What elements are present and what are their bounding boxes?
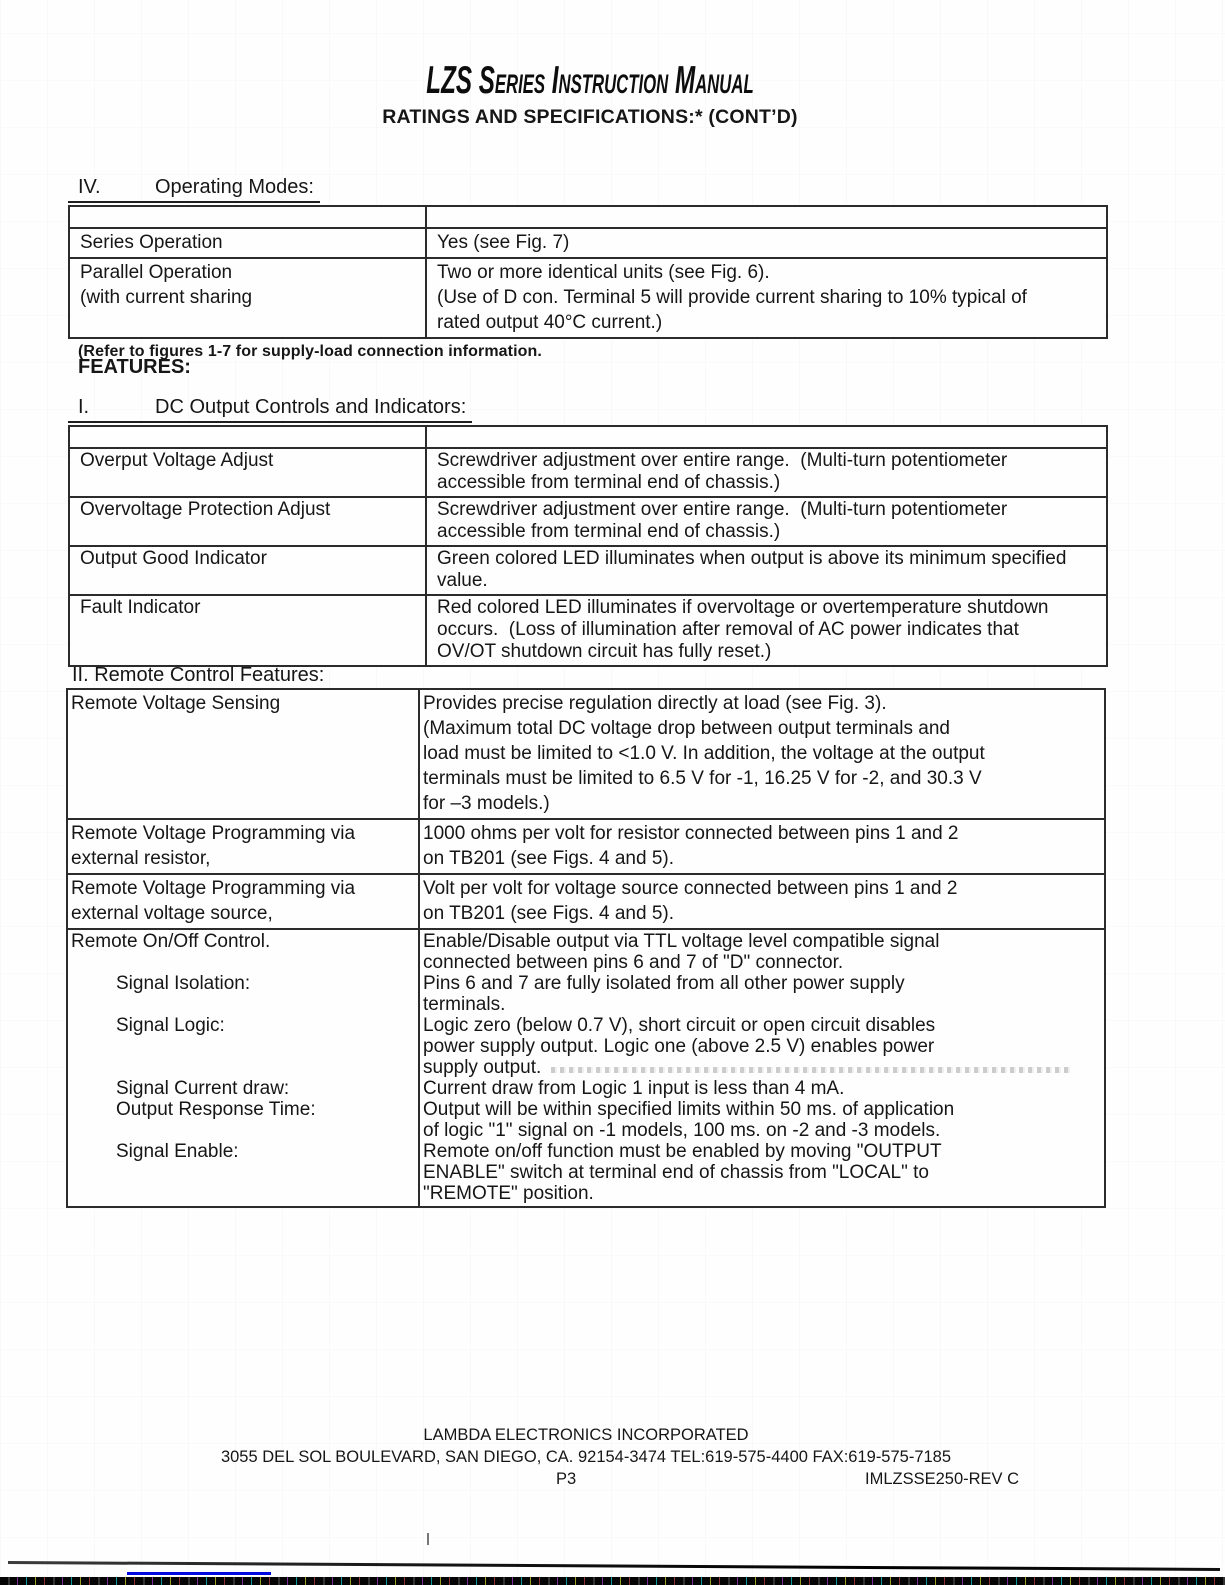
document-code: IMLZSSE250-REV C — [865, 1470, 1020, 1488]
section-dc-output — [68, 396, 1108, 667]
section-number: I. — [78, 396, 90, 418]
footer-address: 3055 DEL SOL BOULEVARD, SAN DIEGO, CA. 92154-3474 TEL:619-575-4400 FAX:619-575-7185 — [220, 1448, 952, 1466]
table-row — [69, 546, 1107, 595]
cell-text: Signal Isolation: — [116, 973, 251, 994]
cell-text: supply output. — [423, 1057, 1100, 1078]
scan-artifact-bottom-strip — [0, 1577, 1225, 1585]
cell-text: occurs. (Loss of illumination after removal of AC power indicates that — [437, 619, 1019, 640]
cell-text: Provides precise regulation directly at load (see Fig. 3). — [423, 693, 887, 714]
page-number: P3 — [556, 1470, 577, 1488]
row-value-cell — [419, 819, 1105, 874]
cell-text: for –3 models.) — [423, 793, 550, 814]
cell-text: Output Response Time: — [116, 1099, 316, 1120]
row-label-cell — [67, 689, 419, 819]
row-value-cell — [419, 929, 1105, 1207]
cell-text: Remote Voltage Programming via — [71, 823, 356, 844]
row-value-cell — [426, 497, 1107, 546]
row-label-cell — [67, 929, 419, 1207]
footer-line — [0, 1468, 1172, 1490]
cell-text: (Use of D con. Terminal 5 will provide current sharing to 10% typical of — [437, 287, 1027, 308]
header-cell-empty — [69, 426, 426, 448]
row-label-cell — [69, 497, 426, 546]
cell-text: Remote Voltage Programming via — [71, 878, 356, 899]
table-row — [69, 497, 1107, 546]
cell-text: Signal Logic: — [116, 1015, 225, 1036]
section-heading-remote-control: II. Remote Control Features: — [72, 664, 325, 686]
section-heading-operating-modes — [68, 176, 320, 203]
cell-text: of logic "1" signal on -1 models, 100 ms. on -2 and -3 models. — [423, 1120, 941, 1141]
cell-text: value. — [437, 570, 488, 591]
cell-text: OV/OT shutdown circuit has fully reset.) — [437, 641, 772, 662]
cell-text: connected between pins 6 and 7 of "D" connector. — [423, 952, 844, 973]
row-label-cell — [69, 448, 426, 497]
dc-output-table — [68, 425, 1108, 667]
cell-text — [71, 1120, 414, 1141]
page-footer — [0, 1424, 1172, 1490]
row-label-cell — [69, 258, 426, 338]
cell-text: Two or more identical units (see Fig. 6). — [437, 262, 770, 283]
row-value-cell — [426, 228, 1107, 258]
document-header — [0, 60, 1180, 129]
cell-text: Signal Current draw: — [116, 1078, 290, 1099]
cell-text: Series Operation — [80, 232, 223, 253]
cell-text: Signal Enable: — [116, 1141, 239, 1162]
row-value-cell — [426, 595, 1107, 666]
cell-text: Enable/Disable output via TTL voltage level compatible signal — [423, 931, 940, 952]
header-cell-empty — [426, 206, 1107, 228]
row-value-cell — [419, 874, 1105, 929]
cell-text: external voltage source, — [71, 903, 273, 924]
cell-text: terminals must be limited to 6.5 V for -1, 16.25 V for -2, and 30.3 V — [423, 768, 982, 789]
cell-text — [71, 1162, 414, 1183]
section-operating-modes — [68, 176, 1108, 362]
table-row — [67, 689, 1105, 819]
cell-text: accessible from terminal end of chassis.) — [437, 521, 781, 542]
section-features — [78, 356, 1118, 378]
features-heading: FEATURES: — [78, 356, 191, 378]
cell-text: (Maximum total DC voltage drop between output terminals and — [423, 718, 950, 739]
row-label-cell — [67, 819, 419, 874]
table-header-row — [69, 206, 1107, 228]
row-label-cell — [69, 546, 426, 595]
row-value-cell — [426, 258, 1107, 338]
cell-text: Output Good Indicator — [80, 548, 267, 569]
cell-text: Overvoltage Protection Adjust — [80, 499, 331, 520]
cell-text: Remote on/off function must be enabled by moving "OUTPUT — [423, 1141, 942, 1162]
cell-text: Pins 6 and 7 are fully isolated from all other power supply — [423, 973, 905, 994]
table-row — [67, 874, 1105, 929]
table-row — [69, 595, 1107, 666]
cell-text: Output will be within specified limits within 50 ms. of application — [423, 1099, 955, 1120]
cell-text: "REMOTE" position. — [423, 1183, 594, 1204]
cell-text: Remote On/Off Control. — [71, 931, 271, 952]
cell-text — [71, 994, 414, 1015]
cell-text — [71, 1057, 414, 1078]
operating-modes-table — [68, 205, 1108, 339]
footer-company: LAMBDA ELECTRONICS INCORPORATED — [423, 1426, 749, 1444]
cell-text: Green colored LED illuminates when output is above its minimum specified — [437, 548, 1067, 569]
scan-artifact-line — [8, 1561, 1220, 1571]
cell-text: 1000 ohms per volt for resistor connected between pins 1 and 2 — [423, 823, 959, 844]
section-remote-control — [66, 664, 1106, 1208]
document-subtitle: RATINGS AND SPECIFICATIONS:* (CONT’D) — [382, 106, 798, 128]
cell-text: load must be limited to <1.0 V. In addition, the voltage at the output — [423, 743, 985, 764]
scan-artifact-tick — [427, 1533, 429, 1545]
cell-text: Red colored LED illuminates if overvoltage or overtemperature shutdown — [437, 597, 1049, 618]
table-row-remote-onoff — [67, 929, 1105, 1207]
cell-text: Parallel Operation — [80, 262, 233, 283]
table-row — [69, 228, 1107, 258]
cell-text — [71, 952, 414, 973]
cell-text: Remote Voltage Sensing — [71, 693, 281, 714]
cell-text: Overput Voltage Adjust — [80, 450, 274, 471]
header-cell-empty — [69, 206, 426, 228]
cell-text: on TB201 (see Figs. 4 and 5). — [423, 903, 675, 924]
table-header-row — [69, 426, 1107, 448]
cell-text: Screwdriver adjustment over entire range. (Multi-turn potentiometer — [437, 499, 1008, 520]
table-row — [69, 258, 1107, 338]
remote-control-table — [66, 688, 1106, 1208]
section-heading-text: Operating Modes: — [155, 176, 314, 198]
row-value-cell — [419, 689, 1105, 819]
cell-text: on TB201 (see Figs. 4 and 5). — [423, 848, 675, 869]
row-label-cell — [67, 874, 419, 929]
section-heading-dc-output — [68, 396, 472, 423]
cell-text: (with current sharing — [80, 287, 253, 308]
cell-text: Fault Indicator — [80, 597, 201, 618]
section-number: IV. — [78, 176, 101, 198]
cell-text — [71, 1036, 414, 1057]
header-cell-empty — [426, 426, 1107, 448]
cell-text: Yes (see Fig. 7) — [437, 232, 570, 253]
table-footnote: (Refer to figures 1-7 for supply-load connection information. — [78, 343, 542, 360]
row-value-cell — [426, 546, 1107, 595]
cell-text: Screwdriver adjustment over entire range. (Multi-turn potentiometer — [437, 450, 1008, 471]
row-value-cell — [426, 448, 1107, 497]
section-heading-text: DC Output Controls and Indicators: — [155, 396, 467, 418]
cell-text: rated output 40°C current.) — [437, 312, 663, 333]
cell-text: terminals. — [423, 994, 506, 1015]
cell-text: Logic zero (below 0.7 V), short circuit or open circuit disables — [423, 1015, 936, 1036]
cell-text: external resistor, — [71, 848, 211, 869]
cell-text: accessible from terminal end of chassis.) — [437, 472, 781, 493]
cell-text: Current draw from Logic 1 input is less than 4 mA. — [423, 1078, 845, 1099]
row-label-cell — [69, 228, 426, 258]
scan-artifact-blue-underline — [127, 1572, 271, 1575]
cell-text: Volt per volt for voltage source connected between pins 1 and 2 — [423, 878, 958, 899]
cell-text: power supply output. Logic one (above 2.5 V) enables power — [423, 1036, 935, 1057]
row-label-cell — [69, 595, 426, 666]
cell-text: ENABLE" switch at terminal end of chassis from "LOCAL" to — [423, 1162, 929, 1183]
table-row — [69, 448, 1107, 497]
table-row — [67, 819, 1105, 874]
document-title: LZS Series Instruction Manual — [426, 59, 754, 102]
cell-text — [71, 1183, 414, 1204]
